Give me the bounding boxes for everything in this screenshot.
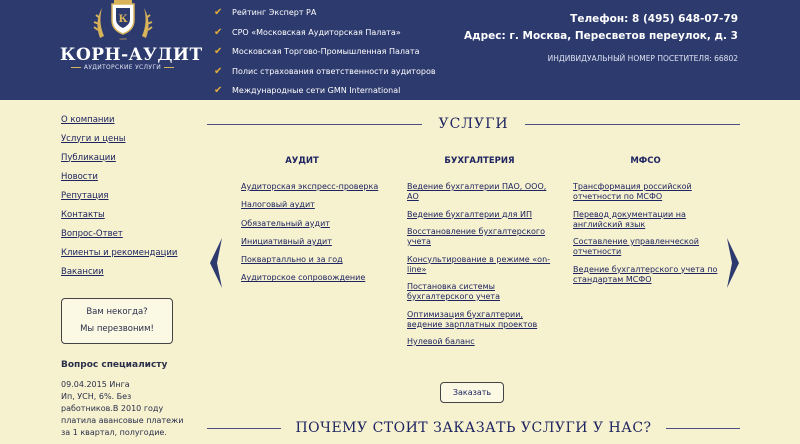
services-heading [207,114,740,134]
services-title: УСЛУГИ [438,116,509,132]
credential-text: Полис страхования ответственности аудиторов [232,66,436,76]
credentials-list [214,3,436,101]
ask-specialist [61,360,191,439]
sidebar-link[interactable]: Вакансии [61,266,104,277]
chevron-left-icon[interactable] [206,236,224,290]
sidebar-item-news [61,167,191,186]
list-item [241,273,391,283]
credential-item [214,81,436,101]
check-icon: ✔ [214,26,223,38]
list-item [407,227,552,247]
ask-title: Вопрос специалисту [61,360,168,370]
credential-item [214,62,436,82]
visitor-number: ИНДИВИДУАЛЬНЫЙ НОМЕР ПОСЕТИТЕЛЯ: 66802 [547,54,738,63]
logo-subtitle [60,64,185,71]
sidebar-link[interactable]: Публикации [61,152,116,163]
service-link[interactable]: Инициативный аудит [241,236,332,246]
list-item [573,237,718,257]
sidebar-item-clients [61,243,191,262]
credential-item [214,42,436,62]
sidebar-item-publications [61,148,191,167]
sidebar-item-contacts [61,205,191,224]
sidebar-link[interactable]: Клиенты и рекомендации [61,247,178,258]
service-list [241,182,391,283]
service-list [573,182,718,285]
list-item [241,219,391,229]
service-link[interactable]: Оптимизация бухгалтерии, ведение зарплатных проектов [407,309,538,329]
list-item [241,200,391,210]
why-heading [207,420,740,436]
sidebar-link[interactable]: Репутация [61,190,109,201]
sidebar [61,110,191,281]
ask-date: 09.04.2015 Инга [61,380,130,389]
list-item [241,255,391,265]
list-item [573,182,718,202]
service-link[interactable]: Нулевой баланс [407,337,475,346]
chevron-right-icon[interactable] [725,236,743,290]
list-item [241,182,391,192]
list-item [407,255,552,275]
service-column-accounting [407,156,552,355]
service-link[interactable]: Перевод документации на английский язык [573,209,686,229]
service-link[interactable]: Трансформация российской отчетности по МСФО [573,182,692,201]
service-link[interactable]: Консультирование в режиме «on-line» [407,254,551,274]
service-link[interactable]: Налоговый аудит [241,200,315,210]
service-link[interactable]: Ведение бухгалтерии ПАО, ООО, АО [407,182,547,201]
service-link[interactable]: Восстановление бухгалтерского учета [407,227,546,246]
service-link[interactable]: Составление управленческой отчетности [573,237,699,256]
contacts [464,11,738,63]
sidebar-link[interactable]: Вопрос-Ответ [61,228,123,239]
ask-text[interactable]: Ип, УСН, 6%. Без работников.В 2010 году платила авансовые платежи за 1 квартал, полугодие. [61,392,184,437]
sidebar-link[interactable]: Контакты [61,209,105,220]
column-title: БУХГАЛТЕРИЯ [444,156,515,166]
service-column-ifrs [573,156,718,292]
logo-subtitle-text: АУДИТОРСКИЕ УСЛУГИ [83,64,162,71]
column-title: АУДИТ [285,156,319,166]
service-column-audit [241,156,391,292]
credential-item [214,3,436,23]
sidebar-item-faq [61,224,191,243]
why-title: ПОЧЕМУ СТОИТ ЗАКАЗАТЬ УСЛУГИ У НАС? [295,420,652,436]
callback-line2: Мы перезвоним! [80,324,154,334]
service-link[interactable]: Постановка системы бухгалтерского учета [407,282,500,301]
sidebar-link[interactable]: Услуги и цены [61,133,126,144]
callback-line1: Вам некогда? [86,307,148,317]
check-icon: ✔ [214,85,223,97]
sidebar-item-reputation [61,186,191,205]
list-item [573,210,718,230]
list-item [573,265,718,285]
sidebar-item-vacancies [61,262,191,281]
logo[interactable] [60,0,203,100]
phone[interactable]: Телефон: 8 (495) 648-07-79 [570,13,738,25]
sidebar-link[interactable]: Новости [61,171,98,182]
service-link[interactable]: Ведение бухгалтерского учета по стандартам МСФО [573,264,718,284]
credential-text: Международные сети GMN International [232,86,401,96]
credential-text: Рейтинг Эксперт РА [232,8,317,18]
credential-item [214,23,436,43]
sidebar-item-services [61,129,191,148]
credential-text: СРО «Московская Аудиторская Палата» [232,27,401,37]
logo-title: КОРН-АУДИТ [60,45,203,65]
callback-button[interactable] [61,298,173,344]
service-link[interactable]: Обязательный аудит [241,218,330,228]
svg-text:1995: 1995 [119,37,127,41]
sidebar-link[interactable]: О компании [61,114,115,125]
sidebar-item-about [61,110,191,129]
logo-emblem-icon [88,0,158,44]
list-item [407,337,552,347]
check-icon: ✔ [214,46,223,58]
svg-text:К: К [118,14,128,25]
service-list [407,182,552,347]
order-button[interactable]: Заказать [440,382,504,403]
service-link[interactable]: Покварталльно и за год [241,255,343,265]
credential-text: Московская Торгово-Промышленная Палата [232,47,420,57]
column-title: МФСО [630,156,661,166]
list-item [407,182,552,202]
list-item [241,237,391,247]
list-item [407,310,552,330]
service-link[interactable]: Аудиторское сопровождение [241,273,366,283]
check-icon: ✔ [214,7,223,19]
list-item [407,210,552,220]
check-icon: ✔ [214,65,223,77]
address: Адрес: г. Москва, Пересветов переулок, д. 3 [464,30,738,42]
service-link[interactable]: Ведение бухгалтерии для ИП [407,209,532,219]
service-link[interactable]: Аудиторская экспресс-проверка [241,182,379,191]
header [0,0,800,100]
sidebar-nav [61,110,191,281]
list-item [407,282,552,302]
